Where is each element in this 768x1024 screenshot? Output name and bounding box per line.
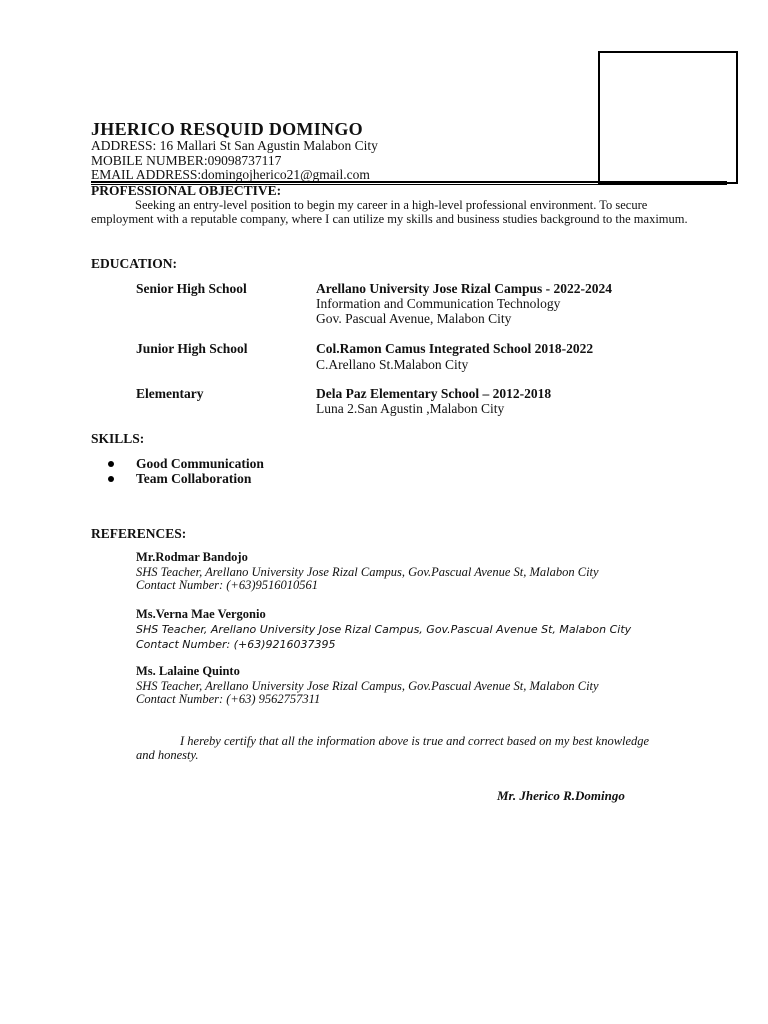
objective-heading: PROFESSIONAL OBJECTIVE: [91,183,282,198]
email-line: EMAIL ADDRESS:domingojherico21@gmail.com [91,167,370,182]
certification-statement: I hereby certify that all the information above is true and correct based on my best knowledge and honesty. [136,734,650,762]
mobile-line: MOBILE NUMBER:09098737117 [91,153,282,168]
signature-name: Mr. Jherico R.Domingo [497,788,625,803]
education-level: Junior High School [136,341,248,356]
reference-contact: Contact Number: (+63)9216037395 [136,638,336,651]
reference-name: Ms.Verna Mae Vergonio [136,607,266,621]
bullet-icon [108,476,114,482]
references-heading: REFERENCES: [91,526,187,541]
reference-name: Mr.Rodmar Bandojo [136,550,248,564]
reference-position: SHS Teacher, Arellano University Jose Rizal Campus, Gov.Pascual Avenue St, Malabon City [136,679,599,693]
skill-label: Good Communication [136,456,264,471]
reference-name: Ms. Lalaine Quinto [136,664,240,678]
education-school: Col.Ramon Camus Integrated School 2018-2022 [316,341,594,356]
list-item [108,456,264,471]
bullet-icon [108,461,114,467]
skill-label: Team Collaboration [136,471,252,486]
skills-heading: SKILLS: [91,431,145,446]
education-school: Arellano University Jose Rizal Campus - 2022-2024 [316,281,612,296]
list-item [108,471,264,486]
skills-list [108,456,264,486]
address-line: ADDRESS: 16 Mallari St San Agustin Malabon City [91,138,378,153]
reference-contact: Contact Number: (+63)9516010561 [136,578,319,592]
reference-position: SHS Teacher, Arellano University Jose Rizal Campus, Gov.Pascual Avenue St, Malabon City [136,623,632,636]
photo-placeholder [598,51,738,184]
education-detail: Luna 2.San Agustin ,Malabon City [316,401,505,416]
education-level: Elementary [136,386,204,401]
reference-position: SHS Teacher, Arellano University Jose Rizal Campus, Gov.Pascual Avenue St, Malabon City [136,565,599,579]
education-level: Senior High School [136,281,247,296]
reference-contact: Contact Number: (+63) 9562757311 [136,692,321,706]
education-school: Dela Paz Elementary School – 2012-2018 [316,386,552,401]
education-detail: C.Arellano St.Malabon City [316,357,469,372]
objective-text: Seeking an entry-level position to begin my career in a high-level professional environment. To secure employment with a reputable company, where I can utilize my skills and business studies background to the maximum. [91,198,688,226]
education-heading: EDUCATION: [91,256,178,271]
applicant-name: JHERICO RESQUID DOMINGO [91,119,363,139]
education-detail: Gov. Pascual Avenue, Malabon City [316,311,512,326]
education-detail: Information and Communication Technology [316,296,561,311]
